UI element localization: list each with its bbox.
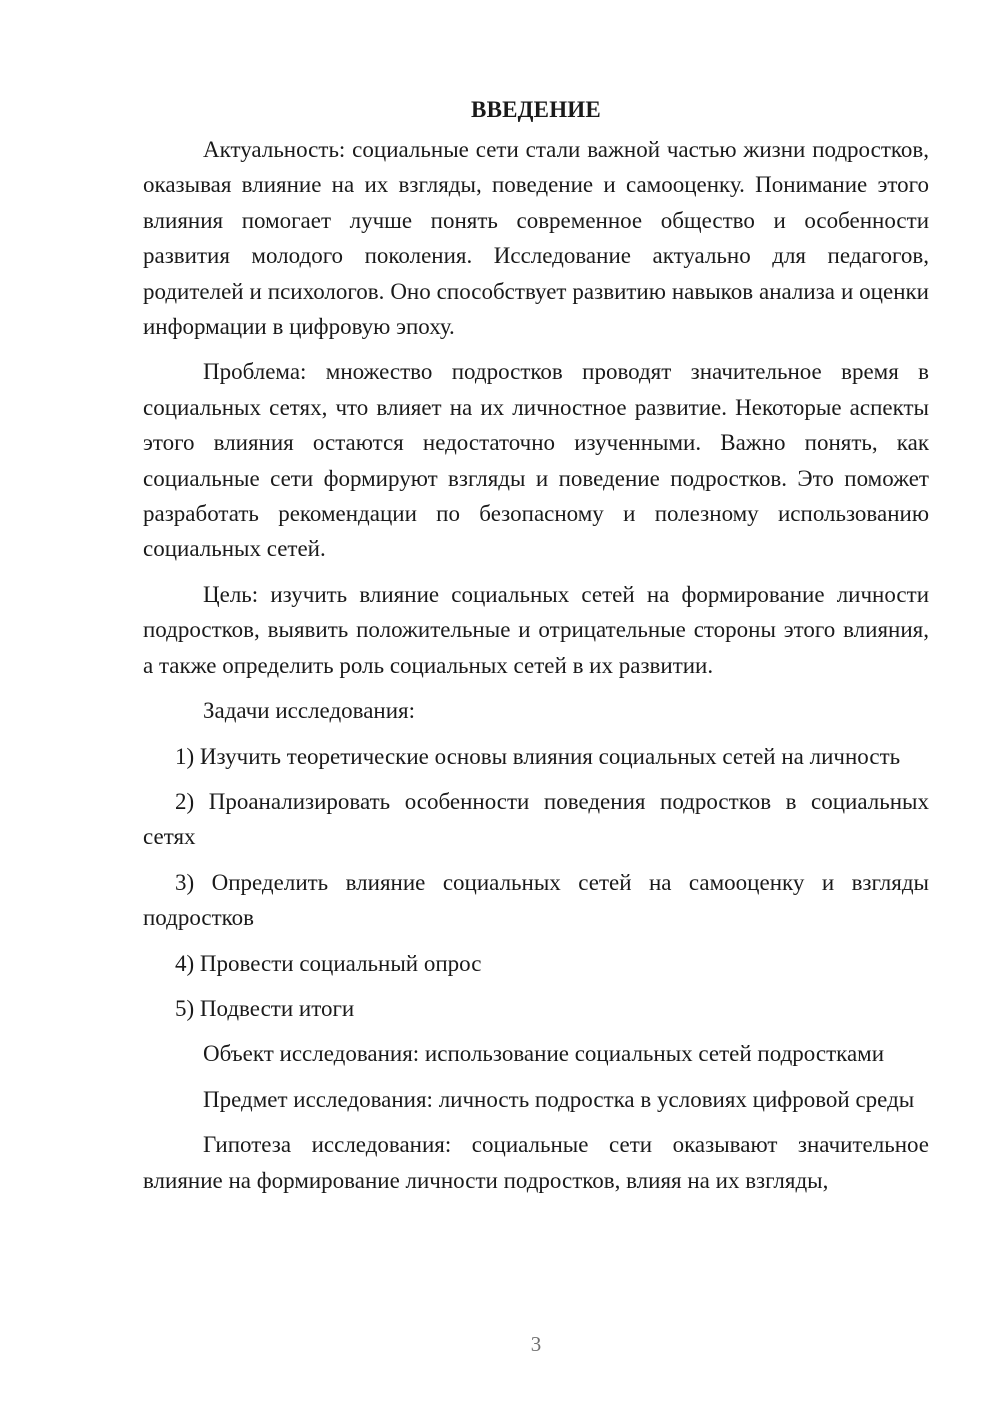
paragraph-problem: Проблема: множество подростков проводят значительное время в социальных сетях, что влияет на их личностное развитие. Некоторые аспекты этого влияния остаются недостаточно изученными. Важно понять, как социальные сети формируют взгляды и поведение подростков. Это поможет разработать рекомендации по безопасному и полезному использованию социальных сетей. <box>143 359 929 562</box>
page-number: 3 <box>530 1332 542 1356</box>
tasks-heading: Задачи исследования: <box>203 698 416 724</box>
task-item-1: 1) Изучить теоретические основы влияния социальных сетей на личность <box>175 743 901 769</box>
task-item-4: 4) Провести социальный опрос <box>175 950 482 976</box>
document-page <box>143 88 929 1208</box>
paragraph-object: Объект исследования: использование социальных сетей подростками <box>203 1041 885 1067</box>
task-item-3: 3) Определить влияние социальных сетей на самооценку и взгляды подростков <box>143 869 929 931</box>
paragraph-hypothesis: Гипотеза исследования: социальные сети оказывают значительное влияние на формирование личности подростков, влияя на их взгляды, <box>143 1132 929 1193</box>
paragraph-subject: Предмет исследования: личность подростка в условиях цифровой среды <box>203 1086 915 1112</box>
paragraph-relevance: Актуальность: социальные сети стали важной частью жизни подростков, оказывая влияние на их взгляды, поведение и самооценку. Понимание этого влияния помогает лучше понять современное общество и особенности развития молодого поколения. Исследование актуально для педагогов, родителей и психологов. Оно способствует развитию навыков анализа и оценки информации в цифровую эпоху. <box>143 137 929 340</box>
paragraph-goal: Цель: изучить влияние социальных сетей на формирование личности подростков, выявить положительные и отрицательные стороны этого влияния, а также определить роль социальных сетей в их развитии. <box>143 581 929 678</box>
task-item-5: 5) Подвести итоги <box>175 995 355 1021</box>
page-title: ВВЕДЕНИЕ <box>471 97 601 122</box>
task-item-2: 2) Проанализировать особенности поведения подростков в социальных сетях <box>143 788 929 850</box>
